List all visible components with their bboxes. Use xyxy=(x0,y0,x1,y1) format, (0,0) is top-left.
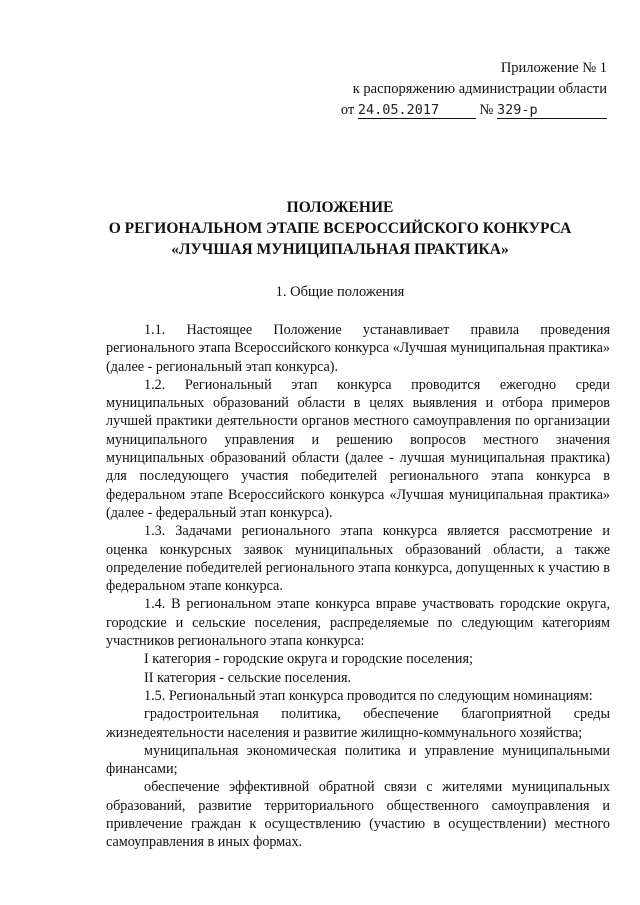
paragraph-1-1: 1.1. Настоящее Положение устанавливает правила проведения регионального этапа Всероссийского конкурса «Лучшая муниципальная практика» (далее - региональный этап конкурса). xyxy=(106,322,610,375)
nomination-3: обеспечение эффективной обратной связи с жителями муниципальных образований, развитие территориального общественного самоуправления и привлечение граждан к осуществлению (участию в осуществлении) местного самоуправления в иных формах. xyxy=(106,779,610,851)
annex-date-number xyxy=(307,100,607,121)
annex-block xyxy=(307,58,607,121)
number-prefix: № xyxy=(479,102,494,118)
title-line-2: О РЕГИОНАЛЬНОМ ЭТАПЕ ВСЕРОССИЙСКОГО КОНКУРСА xyxy=(108,220,572,237)
document-title xyxy=(0,197,640,260)
category-2: II категория - сельские поселения. xyxy=(144,669,352,686)
annex-title: Приложение № 1 xyxy=(500,60,607,76)
title-line-1: ПОЛОЖЕНИЕ xyxy=(286,199,394,216)
paragraph-1-3: 1.3. Задачами регионального этапа конкурса является рассмотрение и оценка конкурсных заявок муниципальных образований области, а также определение победителей регионального этапа конкурса, допущенных к участию в федеральном этапе конкурса. xyxy=(106,523,610,595)
date-value: 24.05.2017 xyxy=(357,102,440,118)
category-1: I категория - городские округа и городские поселения; xyxy=(144,651,473,668)
nomination-2: муниципальная экономическая политика и управление муниципальными финансами; xyxy=(106,742,610,778)
section-heading: 1. Общие положения xyxy=(275,284,405,300)
document-body xyxy=(106,321,610,852)
paragraph-1-2: 1.2. Региональный этап конкурса проводится ежегодно среди муниципальных образований области в целях выявления и отбора примеров лучшей практики деятельности органов местного самоуправления по организации муниципального управления и решению вопросов местного значения муниципальных образований области (далее - лучшая муниципальная практика) для последующего участия победителей регионального этапа конкурса в федеральном этапе Всероссийского конкурса «Лучшая муниципальная практика» (далее - федеральный этап конкурса). xyxy=(106,376,610,521)
title-line-3: «ЛУЧШАЯ МУНИЦИПАЛЬНАЯ ПРАКТИКА» xyxy=(171,241,509,258)
number-value: 329-р xyxy=(497,102,538,118)
annex-reference: к распоряжению администрации области xyxy=(352,81,607,97)
paragraph-1-5: 1.5. Региональный этап конкурса проводится по следующим номинациям: xyxy=(144,687,593,704)
nomination-1: градостроительная политика, обеспечение благоприятной среды жизнедеятельности населения и развитие жилищно-коммунального хозяйства; xyxy=(106,706,610,741)
date-prefix: от xyxy=(340,102,355,118)
paragraph-1-4: 1.4. В региональном этапе конкурса вправе участвовать городские округа, городские и сельские поселения, распределяемые по следующим категориям участников регионального этапа конкурса: xyxy=(106,596,610,650)
date-field xyxy=(358,102,476,119)
number-field xyxy=(497,102,607,119)
